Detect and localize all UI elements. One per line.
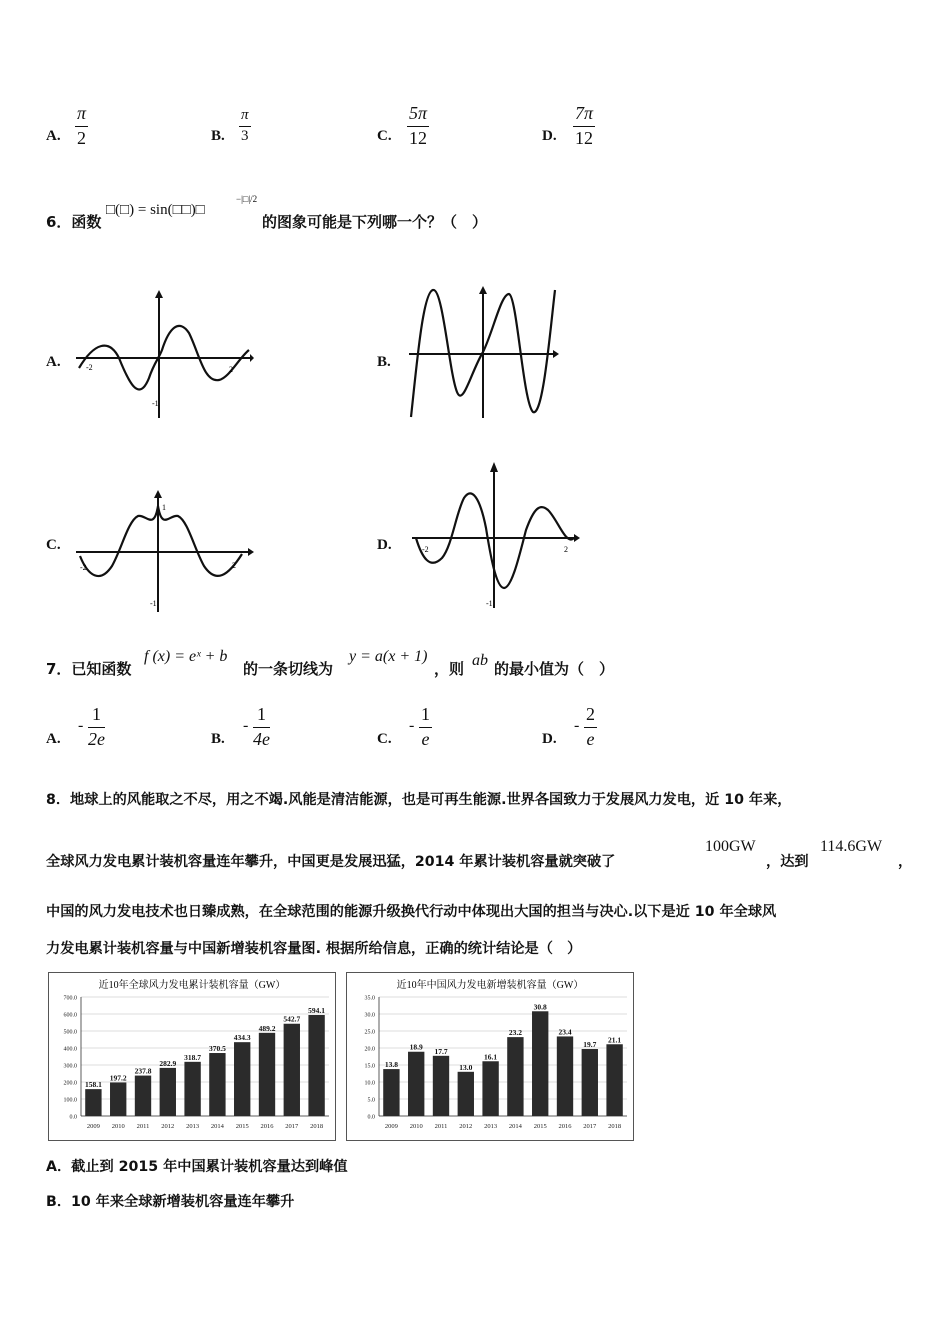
- global-chart-bar-2015: [234, 1042, 250, 1116]
- q8-line2b: ，达到: [766, 854, 809, 870]
- q6-graph-a-x-arrow: [250, 354, 254, 362]
- q6-graph-c: [74, 486, 259, 616]
- global-chart-data-label-2018: 594.1: [308, 1006, 326, 1016]
- global-chart-data-label-2011: 237.8: [134, 1066, 152, 1076]
- global-chart-xtick-2016: 2016: [260, 1123, 274, 1130]
- q6-graph-d-x-arrow: [574, 534, 580, 542]
- global-chart-xtick-2014: 2014: [210, 1123, 224, 1130]
- q7-option-d-letter: D.: [542, 731, 557, 747]
- q6-graph-a: [74, 288, 254, 423]
- china-chart-xtick-2012: 2012: [459, 1123, 473, 1130]
- q5-option-d-num: 7π: [573, 103, 595, 127]
- q8-value-114gw: 114.6GW: [820, 838, 883, 855]
- q5-option-c-den: 12: [409, 128, 428, 148]
- q6-suffix: 的图象可能是下列哪一个？（ ）: [262, 213, 488, 231]
- q6-graph-d-y-arrow: [490, 462, 498, 472]
- global-chart-xtick-2011: 2011: [136, 1123, 150, 1130]
- q7-option-c-fraction: [419, 704, 432, 750]
- china-chart-xtick-2015: 2015: [533, 1123, 547, 1130]
- china-chart-bar-2014: [507, 1037, 523, 1116]
- china-chart-data-label-2010: 18.9: [409, 1042, 423, 1052]
- q6-option-b-letter: B.: [377, 354, 391, 370]
- q7-suffix: 的最小值为（ ）: [494, 660, 615, 678]
- q7-option-c-num: 1: [419, 704, 432, 728]
- china-chart-data-label-2015: 30.8: [533, 1002, 547, 1012]
- china-chart-ytick-label: 5.0: [367, 1097, 375, 1104]
- global-chart-xtick-2010: 2010: [111, 1123, 125, 1130]
- q6-graph-d-tick-bottom: -1: [486, 599, 493, 608]
- q8-line1: 8．地球上的风能取之不尽，用之不竭.风能是清洁能源，也是可再生能源.世界各国致力于发展风力发电，近 10 年来，: [46, 792, 792, 808]
- q5-option-a-num: π: [75, 103, 88, 127]
- q5-option-d-fraction: [573, 103, 595, 149]
- global-chart-data-label-2015: 434.3: [233, 1033, 251, 1043]
- q5-option-c-letter: C.: [377, 128, 392, 144]
- q7-option-a-sign: -: [78, 717, 84, 734]
- global-chart-xtick-2009: 2009: [86, 1123, 100, 1130]
- q7-option-a-den: 2e: [88, 729, 105, 749]
- global-chart-bar-2010: [110, 1082, 126, 1116]
- q7-option-a-fraction: [88, 704, 105, 750]
- global-chart-ytick-label: 500.0: [63, 1029, 77, 1036]
- global-chart-xtick-2018: 2018: [310, 1123, 324, 1130]
- china-chart-xtick-2011: 2011: [434, 1123, 448, 1130]
- q5-option-a-den: 2: [77, 128, 87, 148]
- global-chart-bar-2012: [160, 1068, 176, 1116]
- china-chart-data-label-2009: 13.8: [384, 1060, 398, 1070]
- china-chart-xtick-2009: 2009: [384, 1123, 398, 1130]
- q6-graph-a-tick-bottom: -1: [152, 399, 159, 408]
- global-chart-title: 近10年全球风力发电累计装机容量（GW）: [98, 980, 286, 991]
- q7-option-b-letter: B.: [211, 731, 225, 747]
- china-chart-data-label-2018: 21.1: [608, 1035, 622, 1045]
- china-chart-xtick-2017: 2017: [583, 1123, 597, 1130]
- china-chart-ytick-label: 10.0: [364, 1080, 375, 1087]
- q5-option-b-num: π: [239, 107, 251, 127]
- global-chart-ytick-label: 400.0: [63, 1046, 77, 1053]
- q5-option-d-den: 12: [575, 128, 594, 148]
- china-chart-xtick-2014: 2014: [508, 1123, 522, 1130]
- china-chart-bar-2015: [532, 1011, 548, 1116]
- q6-graph-c-y-arrow: [154, 490, 162, 498]
- q5-option-c-num: 5π: [407, 103, 429, 127]
- q5-option-c-fraction: [407, 103, 429, 149]
- global-chart-data-label-2009: 158.1: [84, 1080, 102, 1090]
- q8-value-100gw: 100GW: [705, 838, 756, 855]
- china-chart-xtick-2010: 2010: [409, 1123, 423, 1130]
- china-chart-bar-2009: [383, 1069, 399, 1116]
- global-chart-ytick-label: 300.0: [63, 1063, 77, 1070]
- china-chart-ytick-label: 0.0: [367, 1114, 375, 1121]
- china-chart-ytick-label: 25.0: [364, 1029, 375, 1036]
- q6-graph-d-tick-right: 2: [564, 545, 568, 554]
- q7-prefix: 7．已知函数: [46, 660, 132, 678]
- q7-tangent-line: y = a(x + 1): [349, 648, 428, 665]
- q6-graph-d: [408, 458, 586, 618]
- q6-graph-a-tick-left: -2: [86, 363, 93, 372]
- q7-option-b-den: 4e: [253, 729, 270, 749]
- q7-function: f (x) = eˣ + b: [144, 648, 228, 665]
- q5-option-a-fraction: [75, 103, 88, 149]
- global-chart-bar-2011: [135, 1076, 151, 1116]
- q6-graph-c-x-arrow: [248, 548, 254, 556]
- china-chart-xtick-2016: 2016: [558, 1123, 572, 1130]
- q7-comma: ，则: [434, 660, 465, 678]
- q6-graph-b-x-arrow: [553, 350, 559, 358]
- q7-option-c-letter: C.: [377, 731, 392, 747]
- q7-option-b-fraction: [253, 704, 270, 750]
- q7-option-a-num: 1: [88, 704, 105, 728]
- global-chart-ytick-label: 200.0: [63, 1080, 77, 1087]
- q6-prefix: 6．函数: [46, 213, 102, 231]
- q6-exponent: −|□|/2: [236, 194, 258, 204]
- global-chart-data-label-2016: 489.2: [258, 1023, 276, 1033]
- china-chart-bar-2010: [408, 1052, 424, 1116]
- q7-option-d-num: 2: [584, 704, 597, 728]
- global-chart-ytick-label: 700.0: [63, 995, 77, 1002]
- china-chart-bar-2012: [458, 1072, 474, 1116]
- china-new-capacity-chart-svg: [347, 973, 633, 1140]
- global-chart-bar-2013: [184, 1062, 200, 1116]
- q6-graph-c-tick-bottom: -1: [150, 599, 157, 608]
- q6-formula: □(□) = sin(□□)□: [106, 202, 205, 218]
- china-chart-title: 近10年中国风力发电新增装机容量（GW）: [396, 980, 584, 991]
- china-chart-data-label-2011: 17.7: [434, 1046, 448, 1056]
- china-new-capacity-chart: [346, 972, 634, 1141]
- china-chart-data-label-2013: 16.1: [484, 1052, 498, 1062]
- china-chart-bar-2016: [557, 1036, 573, 1116]
- china-chart-bar-2018: [606, 1044, 622, 1116]
- china-chart-xtick-2013: 2013: [484, 1123, 498, 1130]
- global-chart-xtick-2017: 2017: [285, 1123, 299, 1130]
- global-chart-data-label-2017: 542.7: [283, 1014, 301, 1024]
- q7-option-c-den: e: [421, 729, 430, 749]
- china-chart-bar-2013: [482, 1061, 498, 1116]
- q6-graph-c-tick-left: -2: [80, 563, 87, 572]
- global-chart-ytick-label: 0.0: [69, 1114, 77, 1121]
- global-chart-ytick-label: 600.0: [63, 1012, 77, 1019]
- q5-option-a-letter: A.: [46, 128, 61, 144]
- q7-option-d-fraction: [584, 704, 597, 750]
- global-chart-xtick-2012: 2012: [161, 1123, 175, 1130]
- q6-graph-c-tick-right: 2: [232, 561, 236, 570]
- global-capacity-chart-svg: [49, 973, 335, 1140]
- q7-option-d-den: e: [586, 729, 595, 749]
- q5-option-b-fraction: [239, 107, 251, 145]
- global-chart-data-label-2014: 370.5: [208, 1044, 226, 1054]
- q7-option-c-sign: -: [409, 717, 415, 734]
- china-chart-data-label-2012: 13.0: [459, 1062, 473, 1072]
- q7-option-b-sign: -: [243, 717, 249, 734]
- q6-option-d-letter: D.: [377, 537, 392, 553]
- global-chart-ytick-label: 100.0: [63, 1097, 77, 1104]
- global-chart-data-label-2010: 197.2: [109, 1073, 127, 1083]
- global-chart-bar-2018: [308, 1015, 324, 1116]
- global-chart-bar-2009: [85, 1089, 101, 1116]
- global-chart-data-label-2013: 318.7: [184, 1052, 202, 1062]
- q8-option-a: A．截止到 2015 年中国累计装机容量达到峰值: [46, 1159, 348, 1175]
- china-chart-ytick-label: 15.0: [364, 1063, 375, 1070]
- q7-option-b-num: 1: [253, 704, 270, 728]
- global-chart-bar-2014: [209, 1053, 225, 1116]
- q6-graph-d-tick-left: -2: [422, 545, 429, 554]
- china-chart-ytick-label: 35.0: [364, 995, 375, 1002]
- q6-graph-c-curve: [80, 506, 242, 576]
- q6-graph-c-tick-top: 1: [162, 503, 166, 512]
- q8-option-b: B．10 年来全球新增装机容量连年攀升: [46, 1194, 295, 1210]
- q6-option-c-letter: C.: [46, 537, 61, 553]
- q5-option-b-letter: B.: [211, 128, 225, 144]
- china-chart-bar-2011: [433, 1056, 449, 1116]
- q8-line2c: ，: [898, 854, 913, 870]
- china-chart-data-label-2017: 19.7: [583, 1040, 597, 1050]
- q8-line2a: 全球风力发电累计装机容量连年攀升，中国更是发展迅猛，2014 年累计装机容量就突破了: [46, 854, 616, 870]
- china-chart-ytick-label: 30.0: [364, 1012, 375, 1019]
- q6-graph-b: [405, 282, 565, 422]
- china-chart-data-label-2014: 23.2: [508, 1028, 522, 1038]
- global-chart-xtick-2015: 2015: [235, 1123, 249, 1130]
- q8-line3: 中国的风力发电技术也日臻成熟，在全球范围的能源升级换代行动中体现出大国的担当与决心.以下是近 10 年全球风: [46, 904, 777, 920]
- q8-line4: 力发电累计装机容量与中国新增装机容量图. 根据所给信息，正确的统计结论是（ ）: [46, 941, 582, 957]
- q5-option-d-letter: D.: [542, 128, 557, 144]
- q7-ab: ab: [472, 652, 488, 669]
- q7-option-d-sign: -: [574, 717, 580, 734]
- china-chart-ytick-label: 20.0: [364, 1046, 375, 1053]
- china-chart-data-label-2016: 23.4: [558, 1027, 572, 1037]
- q6-graph-a-y-arrow: [155, 290, 163, 298]
- q6-graph-b-y-arrow: [479, 286, 487, 294]
- q6-graph-a-tick-right: 2: [229, 365, 233, 374]
- global-chart-xtick-2013: 2013: [186, 1123, 200, 1130]
- global-chart-bar-2017: [284, 1024, 300, 1116]
- china-chart-xtick-2018: 2018: [608, 1123, 622, 1130]
- global-chart-data-label-2012: 282.9: [159, 1058, 177, 1068]
- china-chart-bar-2017: [582, 1049, 598, 1116]
- q5-option-b-den: 3: [241, 128, 249, 144]
- global-capacity-chart: [48, 972, 336, 1141]
- global-chart-bar-2016: [259, 1033, 275, 1116]
- q7-option-a-letter: A.: [46, 731, 61, 747]
- q7-mid: 的一条切线为: [243, 660, 334, 678]
- q6-option-a-letter: A.: [46, 354, 61, 370]
